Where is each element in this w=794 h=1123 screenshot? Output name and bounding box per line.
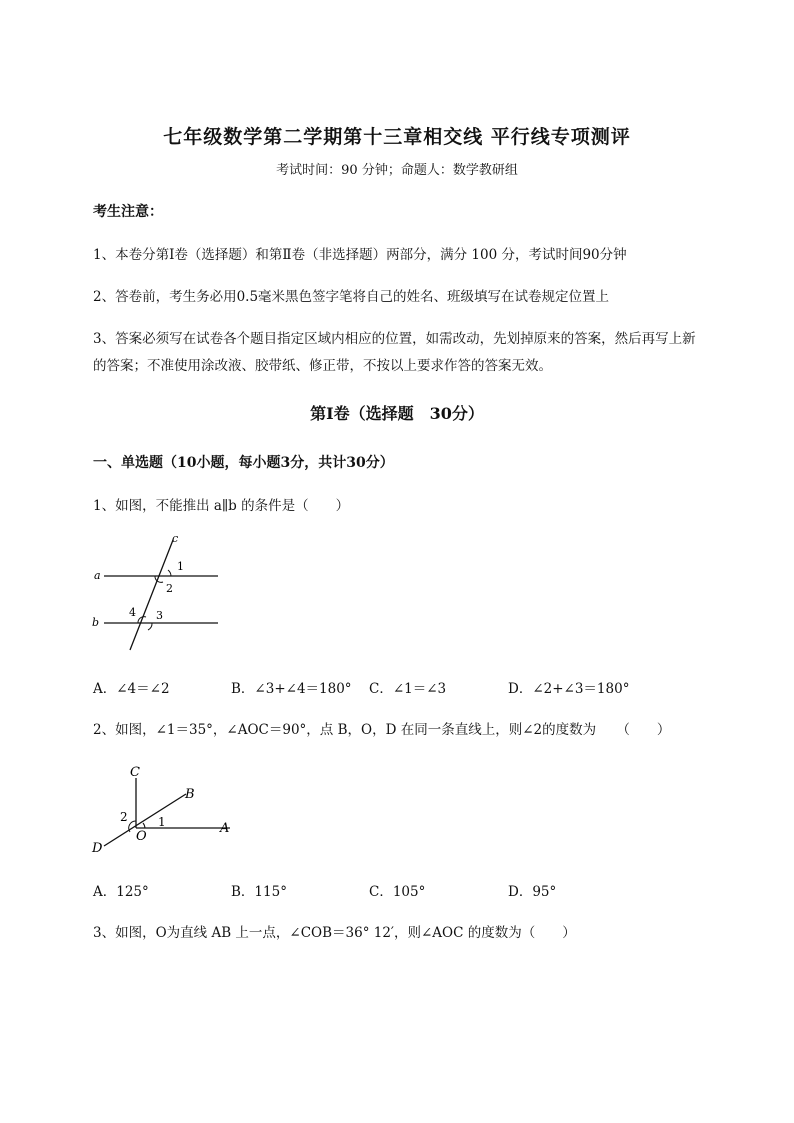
- label-b: b: [92, 616, 100, 629]
- section-title: 第Ⅰ卷（选择题 30分）: [310, 404, 484, 423]
- label-a: a: [94, 569, 101, 582]
- label-angle-1: 1: [177, 560, 184, 573]
- notice-heading: 考生注意：: [93, 204, 163, 220]
- question-2-option-a: A．125°: [93, 884, 149, 900]
- page-title: 七年级数学第二学期第十三章相交线 平行线专项测评: [163, 126, 631, 148]
- angle-1-arc: [143, 823, 145, 828]
- angle-1-arc: [168, 570, 171, 576]
- notice-item-3: 3、答案必须写在试卷各个题目指定区域内相应的位置，如需改动，先划掉原来的答案，然后再写上新: [93, 331, 696, 347]
- label-A: A: [220, 821, 230, 836]
- notice-item-1: 1、本卷分第Ⅰ卷（选择题）和第Ⅱ卷（非选择题）两部分，满分 100 分，考试时间90分钟: [93, 247, 627, 263]
- angle-3-arc: [148, 623, 152, 630]
- label-O: O: [136, 829, 147, 844]
- notice-item-2: 2、答卷前，考生务必用0.5毫米黑色签字笔将自己的姓名、班级填写在试卷规定位置上: [93, 289, 610, 305]
- line-c: [130, 540, 173, 650]
- exam-info: 考试时间：90 分钟；命题人：数学教研组: [276, 163, 518, 178]
- label-D: D: [92, 841, 103, 856]
- question-1-option-d: D．∠2+∠3＝180°: [508, 681, 630, 697]
- question-2-option-d: D．95°: [508, 884, 557, 900]
- question-2-figure: [88, 760, 248, 860]
- label-angle-2: 2: [166, 582, 173, 595]
- question-1-option-a: A．∠4＝∠2: [93, 681, 170, 697]
- question-1-figure: [88, 530, 228, 656]
- label-C: C: [130, 765, 140, 780]
- notice-item-3-cont: 的答案；不准使用涂改液、胶带纸、修正带，不按以上要求作答的答案无效。: [93, 358, 552, 374]
- question-2-option-b: B．115°: [231, 884, 287, 900]
- question-1-stem: 1、如图，不能推出 a∥b 的条件是（ ）: [93, 498, 350, 514]
- label-angle-1: 1: [158, 815, 166, 829]
- label-angle-2: 2: [120, 810, 128, 824]
- label-angle-3: 3: [156, 609, 163, 622]
- question-3-stem: 3、如图，O为直线 AB 上一点，∠COB＝36° 12′，则∠AOC 的度数为（ ）: [93, 925, 576, 941]
- question-1-option-b: B．∠3+∠4＝180°: [231, 681, 352, 697]
- label-c: c: [172, 532, 179, 545]
- label-angle-4: 4: [129, 606, 136, 619]
- label-B: B: [185, 787, 195, 802]
- question-1-option-c: C．∠1＝∠3: [369, 681, 447, 697]
- question-2-option-c: C．105°: [369, 884, 426, 900]
- question-2-stem: 2、如图，∠1＝35°，∠AOC＝90°，点 B，O，D 在同一条直线上，则∠2的度数为 （ ）: [93, 722, 671, 738]
- part-heading: 一、单选题（10小题，每小题3分，共计30分）: [93, 455, 394, 471]
